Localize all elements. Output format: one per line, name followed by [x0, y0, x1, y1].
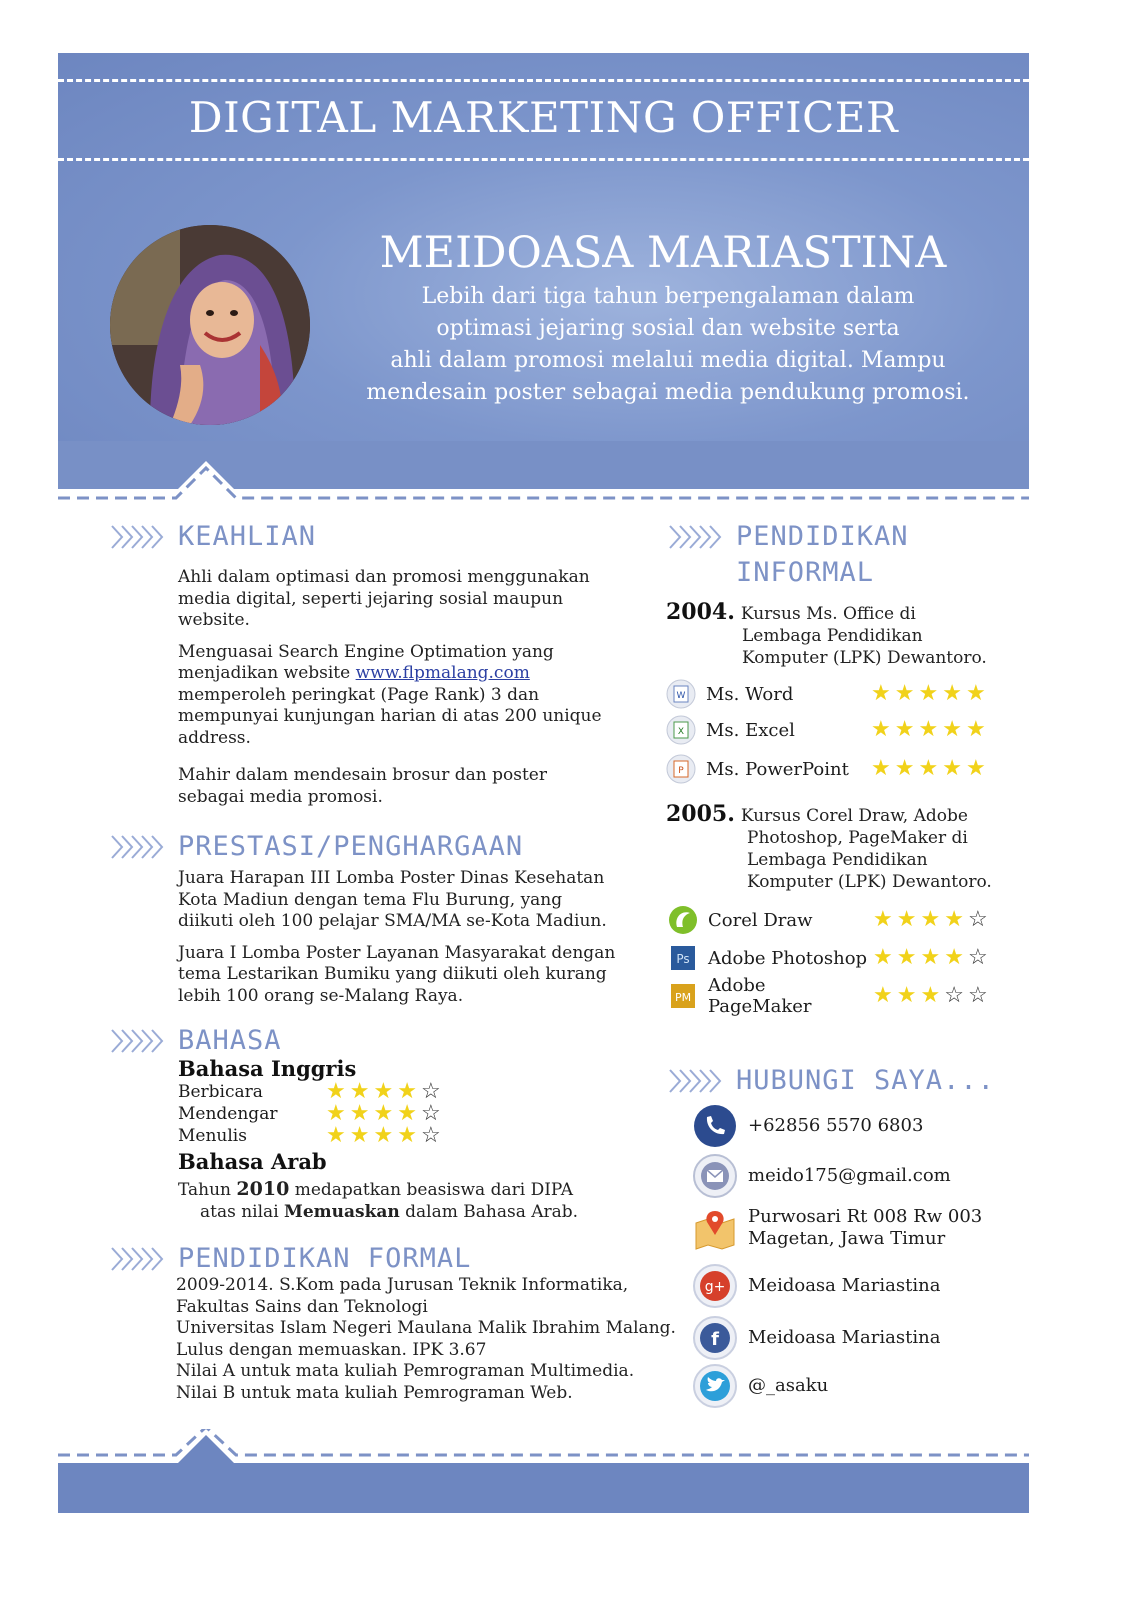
star-filled-icon: ★ — [349, 1079, 370, 1104]
star-filled-icon: ★ — [326, 1079, 346, 1104]
language-skill-row — [178, 1125, 441, 1147]
pagemaker-icon — [668, 981, 698, 1011]
summary-line: ahli dalam promosi melalui media digital. Mampu — [390, 348, 946, 373]
skill-label: Ms. PowerPoint — [706, 758, 849, 780]
profile-photo-illustration — [110, 225, 310, 425]
svg-text:Ps: Ps — [676, 952, 690, 966]
star-filled-icon: ★ — [894, 681, 915, 706]
section-title: PENDIDIKAN FORMAL — [178, 1243, 472, 1274]
contact-address — [692, 1205, 982, 1251]
skill-label: Ms. Excel — [706, 719, 795, 741]
phone-number: +62856 5570 6803 — [748, 1115, 924, 1136]
coreldraw-icon — [668, 905, 698, 935]
arabic-note-line — [178, 1202, 638, 1224]
star-filled-icon: ★ — [397, 1079, 417, 1104]
star-filled-icon: ★ — [871, 717, 891, 742]
keahlian-text-segment: memperoleh peringkat (Page Rank) 3 dan mempunyai kunjungan harian di atas 200 unique address. — [178, 684, 602, 748]
course-year: 2005. — [666, 801, 735, 827]
map-pin-icon — [692, 1205, 738, 1251]
rating-stars — [871, 719, 986, 741]
star-filled-icon: ★ — [373, 1079, 394, 1104]
word-icon — [666, 679, 696, 709]
star-filled-icon: ★ — [896, 907, 917, 932]
star-empty-icon: ☆ — [420, 1079, 441, 1104]
job-title: DIGITAL MARKETING OFFICER — [188, 93, 899, 142]
star-filled-icon: ★ — [942, 756, 962, 781]
language-arabic: Bahasa Arab — [178, 1149, 327, 1174]
chevrons-icon — [668, 1066, 728, 1096]
section-title-line: PENDIDIKAN — [736, 521, 909, 552]
footer-bar — [58, 1473, 1029, 1513]
header-dashed-line-top — [58, 79, 1029, 82]
star-filled-icon: ★ — [871, 681, 891, 706]
course-2005 — [666, 803, 1016, 893]
profile-photo — [110, 225, 310, 425]
skill-row-pagemaker — [668, 975, 988, 1017]
star-filled-icon: ★ — [918, 717, 939, 742]
course-line: Photoshop, PageMaker di — [747, 828, 968, 848]
prestasi-paragraph: Juara I Lomba Poster Layanan Masyarakat dengan tema Lestarikan Bumiku yang diikuti oleh kurang lebih 100 orang se-Malang Raya. — [178, 942, 616, 1006]
star-filled-icon: ★ — [965, 681, 986, 706]
chevrons-icon — [110, 1244, 170, 1274]
course-line — [666, 601, 1006, 625]
star-filled-icon: ★ — [942, 717, 962, 742]
person-name: MEIDOASA MARIASTINA — [379, 228, 947, 278]
star-filled-icon: ★ — [918, 681, 939, 706]
contact-email[interactable] — [692, 1153, 951, 1199]
course-line: Komputer (LPK) Dewantoro. — [747, 872, 992, 892]
star-filled-icon: ★ — [894, 756, 915, 781]
header-band — [58, 53, 1029, 493]
svg-text:W: W — [676, 691, 686, 701]
star-filled-icon: ★ — [873, 907, 893, 932]
footer-top-edge — [58, 1429, 1029, 1479]
keahlian-paragraph: Mahir dalam mendesain brosur dan poster sebagai media promosi. — [178, 765, 547, 807]
facebook-icon — [692, 1315, 738, 1361]
skill-label: Corel Draw — [708, 909, 813, 931]
rating-stars — [871, 758, 986, 780]
arabic-text-segment: Tahun — [178, 1180, 237, 1200]
formal-line: 2009-2014. S.Kom pada Jurusan Teknik Informatika, — [176, 1275, 629, 1295]
summary-line: Lebih dari tiga tahun berpengalaman dalam — [421, 284, 915, 309]
course-2004 — [666, 601, 1006, 669]
google-plus-icon — [692, 1263, 738, 1309]
svg-text:X: X — [677, 727, 685, 737]
course-line: Lembaga Pendidikan — [742, 626, 923, 646]
star-filled-icon: ★ — [326, 1101, 346, 1126]
star-filled-icon: ★ — [326, 1123, 346, 1148]
skill-row-powerpoint — [666, 752, 986, 786]
summary-line: optimasi jejaring sosial dan website serta — [436, 316, 900, 341]
keahlian-paragraph: Ahli dalam optimasi dan promosi menggunakan media digital, seperti jejaring sosial maupun website. — [178, 567, 590, 630]
section-title: BAHASA — [178, 1025, 282, 1056]
arabic-note-line — [178, 1179, 638, 1202]
contact-google-plus[interactable] — [692, 1263, 940, 1309]
svg-text:PM: PM — [674, 991, 692, 1004]
course-year: 2004. — [666, 599, 735, 625]
skill-label: Adobe PageMaker — [708, 975, 812, 1017]
chevrons-icon — [110, 1026, 170, 1056]
address-text — [748, 1206, 982, 1250]
arabic-grade: Memuaskan — [284, 1201, 400, 1222]
formal-line: Universitas Islam Negeri Maulana Malik Ibrahim Malang. — [176, 1318, 676, 1338]
profile-summary — [328, 281, 1008, 409]
rating-stars — [873, 947, 988, 969]
twitter-icon — [692, 1363, 738, 1409]
email-icon — [692, 1153, 738, 1199]
section-heading-formal — [110, 1241, 471, 1277]
formal-text — [176, 1275, 676, 1404]
arabic-text-segment: dalam Bahasa Arab. — [399, 1201, 579, 1222]
contact-twitter[interactable] — [692, 1363, 828, 1409]
star-filled-icon: ★ — [873, 983, 893, 1008]
rating-stars — [873, 985, 988, 1007]
star-filled-icon: ★ — [873, 945, 893, 970]
section-heading-keahlian — [110, 519, 316, 555]
google-plus-name: Meidoasa Mariastina — [748, 1275, 941, 1296]
rating-stars — [871, 683, 986, 705]
skill-label: Ms. Word — [706, 683, 794, 705]
star-filled-icon: ★ — [397, 1101, 417, 1126]
arabic-year: 2010 — [236, 1178, 290, 1200]
rating-stars — [326, 1081, 441, 1103]
section-title: KEAHLIAN — [178, 521, 317, 552]
prestasi-paragraph: Juara Harapan III Lomba Poster Dinas Kesehatan Kota Madiun dengan tema Flu Burung, yang diikuti oleh 100 pelajar SMA/MA se-Kota Madiun. — [178, 868, 607, 931]
resume-sheet — [58, 53, 1029, 1543]
twitter-handle: @_asaku — [748, 1375, 829, 1396]
keahlian-paragraph — [178, 642, 608, 750]
course-text: Kursus Corel Draw, Adobe — [740, 806, 968, 826]
chevrons-icon — [110, 522, 170, 552]
section-heading-bahasa — [110, 1023, 282, 1059]
contact-phone[interactable] — [692, 1103, 923, 1149]
star-filled-icon: ★ — [944, 907, 964, 932]
powerpoint-icon — [666, 754, 696, 784]
course-text: Kursus Ms. Office di — [740, 604, 916, 624]
keahlian-text-segment: Menguasai Search Engine Optimation yang menjadikan website — [178, 641, 554, 683]
star-filled-icon: ★ — [920, 983, 941, 1008]
star-filled-icon: ★ — [944, 945, 964, 970]
phone-icon — [692, 1103, 738, 1149]
section-heading-informal — [668, 519, 909, 591]
star-filled-icon: ★ — [896, 945, 917, 970]
star-filled-icon: ★ — [349, 1101, 370, 1126]
language-skill-label: Mendengar — [178, 1104, 278, 1124]
address-line: Magetan, Jawa Timur — [748, 1228, 946, 1249]
excel-icon — [666, 715, 696, 745]
star-empty-icon: ☆ — [967, 907, 988, 932]
header-bottom-edge — [58, 441, 1029, 501]
star-filled-icon: ★ — [397, 1123, 417, 1148]
section-title: HUBUNGI SAYA... — [736, 1065, 995, 1096]
section-heading-prestasi — [110, 829, 523, 865]
svg-text:g+: g+ — [704, 1279, 726, 1295]
rating-stars — [873, 909, 988, 931]
contact-facebook[interactable] — [692, 1315, 940, 1361]
language-skill-label: Menulis — [178, 1126, 247, 1146]
course-line: Komputer (LPK) Dewantoro. — [742, 648, 987, 668]
star-filled-icon: ★ — [871, 756, 891, 781]
photoshop-icon — [668, 943, 698, 973]
skill-row-photoshop — [668, 941, 988, 975]
star-filled-icon: ★ — [918, 756, 939, 781]
chevrons-icon — [110, 832, 170, 862]
language-skill-row — [178, 1081, 441, 1103]
summary-line: mendesain poster sebagai media pendukung promosi. — [366, 380, 970, 405]
skill-label: Adobe Photoshop — [708, 947, 868, 969]
arabic-note — [178, 1179, 638, 1223]
arabic-text-segment: medapatkan beasiswa dari DIPA — [289, 1180, 574, 1200]
star-empty-icon: ☆ — [420, 1101, 441, 1126]
star-filled-icon: ★ — [373, 1123, 394, 1148]
language-english: Bahasa Inggris — [178, 1056, 357, 1081]
formal-line: Nilai A untuk mata kuliah Pemrograman Multimedia. — [176, 1361, 635, 1381]
star-empty-icon: ☆ — [420, 1123, 441, 1148]
formal-line: Lulus dengan memuaskan. IPK 3.67 — [176, 1339, 487, 1360]
header-dashed-line-bottom — [58, 158, 1029, 161]
address-line: Purwosari Rt 008 Rw 003 — [748, 1206, 983, 1227]
star-filled-icon: ★ — [349, 1123, 370, 1148]
email-address: meido175@gmail.com — [748, 1165, 951, 1186]
website-link[interactable]: www.flpmalang.com — [355, 663, 530, 683]
skill-row-coreldraw — [668, 903, 988, 937]
section-heading-contact — [668, 1063, 995, 1099]
star-filled-icon: ★ — [896, 983, 917, 1008]
formal-line: Fakultas Sains dan Teknologi — [176, 1296, 428, 1317]
section-title-line: INFORMAL — [736, 557, 875, 588]
skill-row-excel — [666, 713, 986, 747]
formal-line: Nilai B untuk mata kuliah Pemrograman Web. — [176, 1382, 573, 1403]
chevrons-icon — [668, 522, 728, 552]
rating-stars — [326, 1125, 441, 1147]
star-filled-icon: ★ — [894, 717, 915, 742]
section-title: PRESTASI/PENGHARGAAN — [178, 831, 524, 862]
rating-stars — [326, 1103, 441, 1125]
keahlian-text — [178, 567, 608, 818]
language-skill-row — [178, 1103, 441, 1125]
section-title — [736, 519, 909, 591]
star-filled-icon: ★ — [965, 756, 986, 781]
language-skill-label: Berbicara — [178, 1082, 263, 1102]
skill-row-word — [666, 677, 986, 711]
course-line — [666, 803, 1016, 827]
arabic-text-segment: atas nilai — [200, 1201, 285, 1222]
star-filled-icon: ★ — [965, 717, 986, 742]
star-filled-icon: ★ — [942, 681, 962, 706]
star-filled-icon: ★ — [920, 945, 941, 970]
course-line: Lembaga Pendidikan — [747, 850, 928, 870]
star-empty-icon: ☆ — [944, 983, 964, 1008]
svg-text:f: f — [711, 1329, 719, 1350]
star-filled-icon: ★ — [920, 907, 941, 932]
facebook-name: Meidoasa Mariastina — [748, 1327, 941, 1348]
prestasi-text — [178, 868, 618, 1017]
star-filled-icon: ★ — [373, 1101, 394, 1126]
svg-text:P: P — [678, 766, 684, 776]
star-empty-icon: ☆ — [967, 983, 988, 1008]
star-empty-icon: ☆ — [967, 945, 988, 970]
